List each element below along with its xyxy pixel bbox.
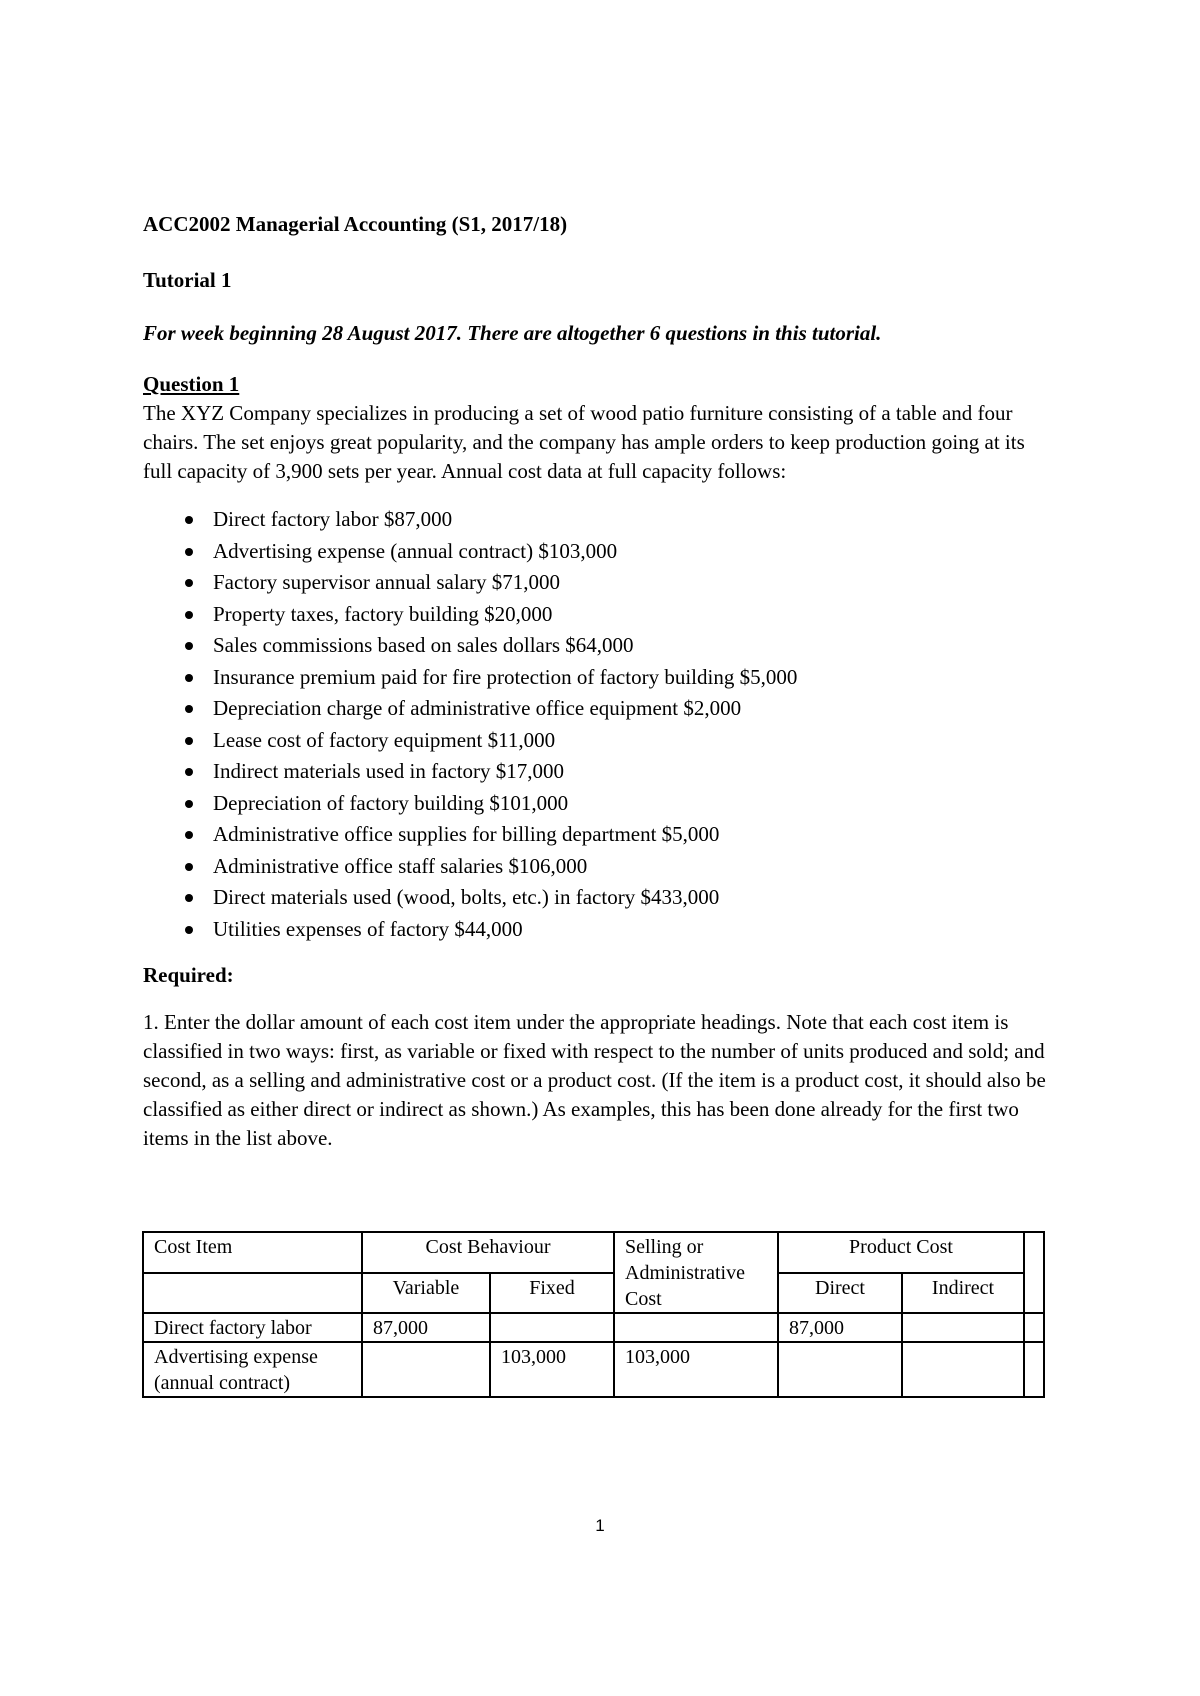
cell-indirect — [902, 1342, 1024, 1397]
bullet-icon — [185, 674, 193, 682]
list-item-text: Factory supervisor annual salary $71,000 — [213, 570, 561, 594]
bullet-icon — [185, 548, 193, 556]
bullet-icon — [185, 768, 193, 776]
list-item-text: Utilities expenses of factory $44,000 — [213, 916, 523, 941]
list-item — [143, 788, 1043, 820]
bullet-icon — [185, 863, 193, 871]
list-item-text: Insurance premium paid for fire protection of factory building $5,000 — [213, 664, 798, 689]
bullet-icon — [185, 579, 193, 587]
list-item-text: Property taxes, factory building $20,000 — [213, 601, 553, 626]
list-item — [143, 536, 1043, 568]
bullet-icon — [185, 516, 193, 524]
cost-classification-table — [142, 1231, 1045, 1398]
bullet-icon — [185, 926, 193, 934]
list-item — [143, 851, 1043, 883]
document-body — [143, 210, 1046, 1153]
table-header-row — [143, 1232, 1044, 1273]
list-item-text: Administrative office supplies for billing department $5,000 — [213, 822, 720, 846]
list-item — [143, 599, 1043, 631]
page-number: 1 — [595, 1516, 605, 1535]
bullet-icon — [185, 737, 193, 745]
header-variable: Variable — [362, 1273, 490, 1314]
document-title: ACC2002 Managerial Accounting (S1, 2017/18) — [143, 212, 568, 236]
bullet-icon — [185, 705, 193, 713]
list-item-text: Sales commissions based on sales dollars $64,000 — [213, 633, 634, 657]
question-text: The XYZ Company specializes in producing a set of wood patio furniture consisting of a table and four chairs. The set enjoys great popularity, and the company has ample orders to keep production going at its full capacity of 3,900 sets per year. Annual cost data at full capacity follows: — [143, 401, 1025, 483]
table-subheader-row — [143, 1273, 1044, 1314]
header-product-cost: Product Cost — [778, 1232, 1024, 1273]
list-item-text: Direct factory labor $87,000 — [213, 507, 453, 531]
bullet-icon — [185, 831, 193, 839]
list-item-text: Lease cost of factory equipment $11,000 — [213, 727, 556, 752]
required-instructions: 1. Enter the dollar amount of each cost item under the appropriate headings. Note that each cost item is classified in two ways: first, as variable or fixed with respect to the number of units produced and sold; and second, as a selling and administrative cost or a product cost. (If the item is a product cost, it should also be classified as either direct or indirect as shown.) As examples, this has been done already for the first two items in the list above. — [143, 1010, 1046, 1150]
header-direct: Direct — [778, 1273, 902, 1314]
cell-selling-admin: 103,000 — [614, 1342, 778, 1397]
bullet-icon — [185, 894, 193, 902]
list-item — [143, 756, 1043, 788]
header-selling-admin: Selling or Administrative Cost — [614, 1232, 778, 1313]
question-heading: Question 1 — [143, 372, 240, 396]
cell-direct: 87,000 — [778, 1313, 902, 1342]
tutorial-heading: Tutorial 1 — [143, 268, 232, 292]
table-extra-column — [1024, 1232, 1044, 1313]
cell-extra — [1024, 1313, 1044, 1342]
list-item — [143, 725, 1043, 757]
cell-item: Advertising expense (annual contract) — [143, 1342, 362, 1397]
bullet-icon — [185, 642, 193, 650]
required-heading: Required: — [143, 963, 234, 987]
list-item — [143, 819, 1043, 851]
cell-variable — [362, 1342, 490, 1397]
list-item — [143, 882, 1043, 914]
bullet-icon — [185, 800, 193, 808]
bullet-icon — [185, 611, 193, 619]
list-item-text: Direct materials used (wood, bolts, etc.) in factory $433,000 — [213, 885, 720, 909]
list-item-text: Depreciation charge of administrative office equipment $2,000 — [213, 696, 742, 720]
list-item-text: Advertising expense (annual contract) $103,000 — [213, 538, 618, 563]
cost-item-list — [143, 504, 1043, 945]
header-cost-item: Cost Item — [143, 1232, 362, 1273]
cell-direct — [778, 1342, 902, 1397]
list-item — [143, 914, 1043, 946]
header-empty-cell — [143, 1273, 362, 1314]
cell-fixed: 103,000 — [490, 1342, 614, 1397]
list-item-text: Indirect materials used in factory $17,000 — [213, 759, 565, 783]
cell-indirect — [902, 1313, 1024, 1342]
header-fixed: Fixed — [490, 1273, 614, 1314]
list-item-text: Depreciation of factory building $101,000 — [213, 790, 569, 815]
cell-selling-admin — [614, 1313, 778, 1342]
cell-extra — [1024, 1342, 1044, 1397]
header-cost-behaviour: Cost Behaviour — [362, 1232, 614, 1273]
list-item — [143, 567, 1043, 599]
table-row — [143, 1313, 1044, 1342]
cell-variable: 87,000 — [362, 1313, 490, 1342]
cell-item: Direct factory labor — [143, 1313, 362, 1342]
table-row — [143, 1342, 1044, 1397]
list-item — [143, 504, 1043, 536]
cell-fixed — [490, 1313, 614, 1342]
list-item-text: Administrative office staff salaries $106,000 — [213, 853, 588, 878]
header-indirect: Indirect — [902, 1273, 1024, 1314]
tutorial-subtitle: For week beginning 28 August 2017. There are altogether 6 questions in this tutorial. — [143, 321, 882, 345]
list-item — [143, 693, 1043, 725]
list-item — [143, 630, 1043, 662]
list-item — [143, 662, 1043, 694]
